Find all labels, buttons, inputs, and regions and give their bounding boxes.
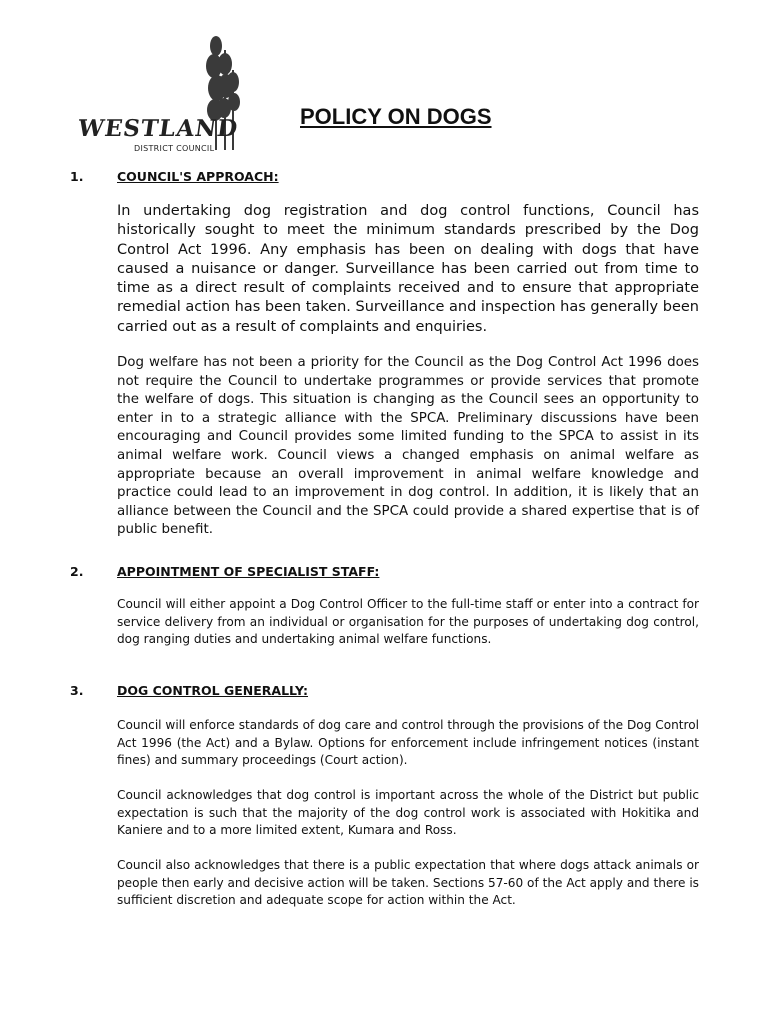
section-3-paragraph-3: Council also acknowledges that there is a public expectation that where dogs attack animals or people then early and decisive action will be taken. Sections 57-60 of the Act apply and there is sufficient discretion and adequate scope for action within the Act. [117, 858, 699, 907]
section-2-heading: APPOINTMENT OF SPECIALIST STAFF: [117, 564, 380, 579]
logo-wordmark: WESTLAND [76, 115, 240, 142]
council-logo [74, 30, 249, 160]
section-2-paragraph-1: Council will either appoint a Dog Control Officer to the full-time staff or enter into a contract for service delivery from an individual or organisation for the purposes of undertaking dog control, dog ranging duties and undertaking animal welfare functions. [117, 597, 699, 646]
section-1-number: 1. [70, 169, 84, 184]
section-1-paragraph-1: In undertaking dog registration and dog control functions, Council has historically sought to meet the minimum standards prescribed by the Dog Control Act 1996. Any emphasis has been on dealing with dogs that have caused a nuisance or danger. Surveillance has been carried out from time to time as a direct result of complaints received and to ensure that appropriate remedial action has been taken. Surveillance and inspection has generally been carried out as a result of complaints and enquiries. [117, 203, 699, 335]
section-2-number: 2. [70, 564, 84, 579]
section-3-number: 3. [70, 683, 84, 698]
section-1-heading: COUNCIL'S APPROACH: [117, 169, 279, 184]
section-3-paragraph-2: Council acknowledges that dog control is important across the whole of the District but public expectation is such that the majority of the dog control work is associated with Hokitika and Kaniere and to a more limited extent, Kumara and Ross. [117, 788, 699, 837]
section-3-heading: DOG CONTROL GENERALLY: [117, 683, 309, 698]
section-1-paragraph-2: Dog welfare has not been a priority for the Council as the Dog Control Act 1996 does not require the Council to undertake programmes or provide services that promote the welfare of dogs. This situation is changing as the Council sees an opportunity to enter in to a strategic alliance with the SPCA. Preliminary discussions have been encouraging and Council provides some limited funding to the SPCA to assist in its animal welfare work. Council views a changed emphasis on animal welfare as appropriate because an overall improvement in animal welfare knowledge and practice could lead to an improvement in dog control. In addition, it is likely that an alliance between the Council and the SPCA could provide a shared expertise that is of public benefit. [117, 355, 699, 538]
section-3-paragraph-1: Council will enforce standards of dog care and control through the provisions of the Dog Control Act 1996 (the Act) and a Bylaw. Options for enforcement include infringement notices (instant fines) and summary proceedings (Court action). [117, 718, 699, 767]
logo-subtitle: DISTRICT COUNCIL [134, 144, 215, 153]
page-title: POLICY ON DOGS [300, 104, 492, 129]
